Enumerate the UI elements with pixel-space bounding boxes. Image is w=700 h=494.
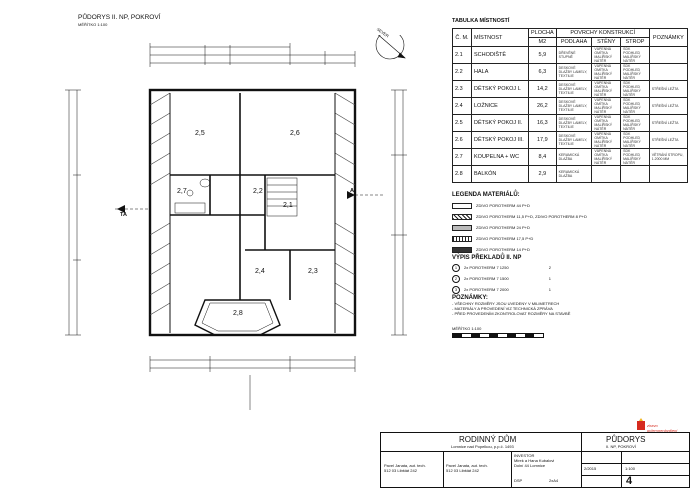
bottom-dimensions (150, 356, 355, 410)
cell-area: 5,9 (529, 47, 557, 64)
cell-walls: VÁPENNÁ OMÍTKA MALÍŘSKÝ NÁTĚR (592, 98, 621, 115)
cell-note: STŘEŠNÍ LEŽTA (649, 132, 687, 149)
col-ceiling: STROP (621, 38, 650, 47)
drawing-name: PŮDORYS (606, 435, 646, 444)
right-dimensions (391, 90, 407, 335)
plan-room-label: 2,8 (233, 310, 243, 317)
cell-num: 2.7 (453, 149, 472, 166)
room-ids (177, 130, 318, 317)
table-row (453, 166, 688, 183)
cell-area: 14,2 (529, 81, 557, 98)
top-dimensions (150, 43, 355, 67)
cell-note: STŘEŠNÍ LEŽTA (649, 98, 687, 115)
author2-address: 512 03 Libštát 242 (446, 468, 479, 473)
cell-area: 17,9 (529, 132, 557, 149)
author1-address: 512 03 Libštát 242 (384, 468, 417, 473)
cell-walls: VÁPENNÁ OMÍTKA MALÍŘSKÝ NÁTĚR (592, 81, 621, 98)
format: 2xA4 (549, 478, 559, 483)
investor-label: INVESTOR (514, 453, 535, 458)
cell-num: 2.6 (453, 132, 472, 149)
cell-ceiling: SDK PODHLED MALÍŘSKÝ NÁTĚR (621, 115, 650, 132)
lintel-label: 2x POROTHERM 7 1250 (464, 265, 509, 270)
col-floor: PODLAHA (556, 38, 592, 47)
legend (452, 192, 587, 258)
cell-walls: VÁPENNÁ OMÍTKA MALÍŘSKÝ NÁTĚR (592, 149, 621, 166)
table-row (453, 81, 688, 98)
cell-note: STŘEŠNÍ LEŽTA (649, 115, 687, 132)
cell-num: 2.1 (453, 47, 472, 64)
room-table-body (453, 47, 688, 183)
cell-num: 2.2 (453, 64, 472, 81)
legend-label: ZDIVO POROTHERM 11,5 P+D, ZDIVO POROTHERM 8 P+D (476, 214, 587, 220)
author1: Pavel Janata, aut. tech. (384, 463, 426, 468)
left-dimensions (65, 90, 81, 335)
cell-num: 2.4 (453, 98, 472, 115)
col-area-unit: M2 (529, 38, 557, 47)
cell-num: 2.5 (453, 115, 472, 132)
room-table-title: TABULKA MÍSTNOSTÍ (452, 18, 510, 24)
plan-room-label: 2,3 (308, 268, 318, 275)
cell-floor: DESKOVÉ DLAŽBY LAMELY, TEXTILIE (556, 115, 592, 132)
lintel-mark-icon: 1 (452, 264, 460, 272)
cell-area: 16,3 (529, 115, 557, 132)
legend-swatch-icon (452, 236, 472, 242)
lintel-row (452, 286, 551, 294)
table-row (453, 115, 688, 132)
cell-name: DĚTSKÝ POKOJ L (472, 81, 529, 98)
cell-note (649, 64, 687, 81)
cell-note (649, 47, 687, 64)
logo-house-icon (637, 421, 645, 430)
legend-label: ZDIVO POROTHERM 44 P+D (476, 203, 530, 209)
cell-walls: VÁPENNÁ OMÍTKA MALÍŘSKÝ NÁTĚR (592, 115, 621, 132)
cell-walls: VÁPENNÁ OMÍTKA MALÍŘSKÝ NÁTĚR (592, 64, 621, 81)
cell-floor: KERAMICKÁ DLAŽBA (556, 166, 592, 183)
roof-hatching (150, 93, 355, 315)
col-finishes: POVRCHY KONSTRUKCÍ (556, 29, 649, 38)
drawing-scale: MĚŘÍTKO 1:100 (78, 22, 108, 27)
cell-floor: KERAMICKÁ DLAŽBA (556, 149, 592, 166)
table-row (453, 98, 688, 115)
col-num: Č. M. (453, 29, 472, 47)
plan-room-label: 2,7 (177, 188, 187, 195)
lintel-mark-icon: 3 (452, 286, 460, 294)
lintel-count: 1 (548, 276, 551, 281)
logo-text: ziravo prijemnenbydleni (647, 423, 678, 433)
table-row (453, 64, 688, 81)
legend-swatch-icon (452, 203, 472, 209)
table-row (453, 149, 688, 166)
col-room: MÍSTNOST (472, 29, 529, 47)
stairs (267, 178, 297, 216)
cell-note: VĚTRÁNÍ STROPU, 1.2000 MM (649, 149, 687, 166)
lintel-count: 2 (548, 265, 551, 270)
cell-ceiling: SDK PODHLED MALÍŘSKÝ NÁTĚR (621, 64, 650, 81)
north-arrow (375, 35, 405, 59)
cell-num: 2.8 (453, 166, 472, 183)
legend-item (452, 225, 587, 231)
cell-note: STŘEŠNÍ LEŽTA (649, 81, 687, 98)
scale-value: 1:100 (625, 466, 636, 471)
balcony (195, 300, 280, 335)
investor-address: Dolní 44 Lomnice (514, 463, 546, 468)
plan-room-label: 2,1 (283, 202, 293, 209)
room-table (452, 28, 688, 183)
cell-num: 2.3 (453, 81, 472, 98)
north-label: SEVER (375, 26, 390, 39)
cell-name: HALA (472, 64, 529, 81)
scale-bar (452, 333, 544, 338)
lintels-title: VÝPIS PŘEKLADŮ II. NP (452, 255, 522, 261)
section-label-right: A (350, 188, 354, 194)
cell-note (649, 166, 687, 183)
cell-floor: DESKOVÉ DLAŽBY LAMELY, TEXTILIE (556, 132, 592, 149)
company-logo (637, 418, 685, 432)
sheet-number: 4 (626, 475, 633, 487)
scale-bar-label: MĚŘÍTKO 1:100 (452, 326, 482, 331)
cell-name: DĚTSKÝ POKOJ II. (472, 115, 529, 132)
lintel-mark-icon: 2 (452, 275, 460, 283)
section-label-left: TA (120, 212, 127, 218)
table-row (453, 47, 688, 64)
bathroom-fixtures (175, 179, 210, 213)
lintel-label: 2x POROTHERM 7 2000 (464, 287, 509, 292)
phase: DSP (514, 478, 523, 483)
legend-swatch-icon (452, 214, 472, 220)
date: 2/2015 (584, 466, 597, 471)
logo-roof-icon (639, 418, 643, 421)
legend-swatch-icon (452, 247, 472, 253)
project-location: Lomnice nad Popelkou, p.p.č. 1493 (451, 444, 514, 449)
note-line: - VŠECHNY ROZMĚRY JSOU UVEDENY V MILIMETRECH (452, 301, 560, 306)
cell-area: 6,3 (529, 64, 557, 81)
legend-item (452, 203, 587, 209)
cell-floor: DŘEVĚNÉ STUPNĚ (556, 47, 592, 64)
cell-name: SCHODIŠTĚ (472, 47, 529, 64)
col-area: PLOCHA (529, 29, 557, 38)
lintel-label: 2x POROTHERM 7 1500 (464, 276, 509, 281)
plan-room-label: 2,6 (290, 130, 300, 137)
cell-name: LOŽNICE (472, 98, 529, 115)
table-row (453, 132, 688, 149)
drawing-subtitle: II. NP, POKROVÍ (606, 444, 636, 449)
cell-ceiling: SDK PODHLED MALÍŘSKÝ NÁTĚR (621, 47, 650, 64)
note-lines (452, 301, 570, 316)
author2: Pavel Janata, aut. tech. (446, 463, 488, 468)
cell-name: KOUPELNA + WC (472, 149, 529, 166)
title-block (380, 432, 690, 488)
cell-ceiling: SDK PODHLED MALÍŘSKÝ NÁTĚR (621, 98, 650, 115)
legend-item (452, 247, 587, 253)
cell-name: BALKÓN (472, 166, 529, 183)
legend-item (452, 214, 587, 220)
investor-name: Mirek a Hana Kubalovi (514, 458, 555, 463)
note-line: - MATERIÁLY A PROVEDENÍ VIZ TECHNICKÁ ZPRÁVA (452, 306, 553, 311)
col-note: POZNÁMKY (649, 29, 687, 47)
note-line: - PŘED PROVEDENÍM ZKONTROLOVAT ROZMĚRY NA STAVBĚ (452, 311, 571, 316)
lintel-row (452, 264, 551, 272)
cell-name: DĚTSKÝ POKOJ III. (472, 132, 529, 149)
legend-items (452, 203, 587, 253)
cell-ceiling: SDK PODHLED MALÍŘSKÝ NÁTĚR (621, 132, 650, 149)
cell-floor: DESKOVÉ DLAŽBY LAMELY, TEXTILIE (556, 98, 592, 115)
section-marks (115, 191, 385, 213)
cell-walls (592, 166, 621, 183)
cell-ceiling: SDK PODHLED MALÍŘSKÝ NÁTĚR (621, 149, 650, 166)
col-walls: STĚNY (592, 38, 621, 47)
cell-ceiling (621, 166, 650, 183)
lintel-row (452, 275, 551, 283)
plan-room-label: 2,4 (255, 268, 265, 275)
cell-area: 2,9 (529, 166, 557, 183)
cell-floor: DESKOVÉ DLAŽBY LAMELY, TEXTILIE (556, 81, 592, 98)
legend-item (452, 236, 587, 242)
floor-plan (55, 35, 445, 440)
plan-room-label: 2,5 (195, 130, 205, 137)
plan-room-label: 2,2 (253, 188, 263, 195)
lintel-rows (452, 264, 551, 294)
lintels (452, 255, 551, 297)
cell-area: 8,4 (529, 149, 557, 166)
cell-walls: VÁPENNÁ OMÍTKA MALÍŘSKÝ NÁTĚR (592, 132, 621, 149)
legend-label: ZDIVO POROTHERM 24 P+D (476, 225, 530, 231)
notes-title: POZNÁMKY: (452, 295, 488, 301)
notes (452, 295, 570, 316)
legend-swatch-icon (452, 225, 472, 231)
cell-ceiling: SDK PODHLED MALÍŘSKÝ NÁTĚR (621, 81, 650, 98)
lintel-count: 1 (548, 287, 551, 292)
drawing-title: PŮDORYS II. NP, POKROVÍ (78, 14, 161, 21)
cell-floor: DESKOVÉ DLAŽBY LAMELY, TEXTILIE (556, 64, 592, 81)
cell-area: 26,2 (529, 98, 557, 115)
legend-label: ZDIVO POROTHERM 17,5 P+D (476, 236, 534, 242)
project-name: RODINNÝ DŮM (459, 435, 517, 444)
cell-walls: VÁPENNÁ OMÍTKA MALÍŘSKÝ NÁTĚR (592, 47, 621, 64)
legend-title: LEGENDA MATERIÁLŮ: (452, 192, 520, 198)
legend-label: ZDIVO POROTHERM 14 P+D (476, 247, 530, 253)
